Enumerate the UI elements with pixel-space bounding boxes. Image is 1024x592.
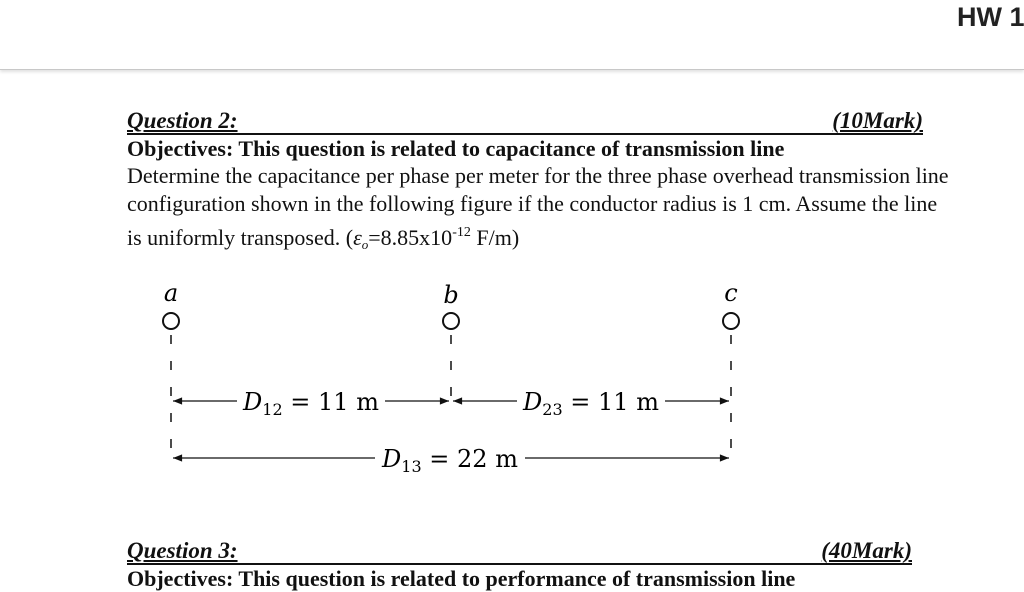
question-2-title: Question 2: — [127, 108, 238, 133]
conductor-c-circle — [723, 313, 739, 329]
d23-symbol: D — [523, 388, 543, 416]
question-2-line-1: Determine the capacitance per phase per meter for the three phase overhead transmission line — [127, 163, 949, 188]
d13-subscript: 13 — [401, 457, 422, 476]
epsilon-value: =8.85x10 — [368, 225, 453, 250]
question-2-objectives: Objectives: This question is related to capacitance of transmission line — [127, 136, 785, 161]
conductor-b-circle — [443, 313, 459, 329]
d23-subscript: 23 — [542, 400, 563, 419]
epsilon-unit: F/m) — [470, 225, 520, 250]
question-3-mark: (40Mark) — [821, 538, 912, 563]
conductor-c-label: c — [724, 279, 738, 307]
question-2-header — [127, 107, 923, 135]
d13-value: = 22 m — [421, 445, 518, 473]
d13-symbol: D — [382, 445, 402, 473]
d13-label — [381, 445, 518, 476]
question-3-header — [127, 537, 912, 565]
question-2-line-2: configuration shown in the following figure if the conductor radius is 1 cm. Assume the line — [127, 191, 938, 216]
epsilon-subscript: o — [361, 237, 369, 252]
hw-title: HW 1 — [957, 2, 1024, 32]
epsilon-symbol: ε — [353, 225, 362, 250]
d12-label — [242, 388, 379, 419]
top-bar — [0, 0, 1024, 70]
conductor-b-label: b — [443, 281, 459, 309]
question-2-line-3 — [127, 219, 519, 259]
conductor-a-circle — [163, 313, 179, 329]
d12-value: = 11 m — [282, 388, 379, 416]
d23-value: = 11 m — [562, 388, 659, 416]
d23-label — [522, 388, 659, 419]
d12-symbol: D — [243, 388, 263, 416]
question-3-objectives: Objectives: This question is related to performance of transmission line — [127, 566, 796, 591]
question-2-mark: (10Mark) — [832, 108, 923, 133]
question-3-title: Question 3: — [127, 538, 238, 563]
question-2-line-3-start: is uniformly transposed. ( — [127, 225, 354, 250]
conductor-a-label: a — [163, 279, 179, 307]
d12-subscript: 12 — [262, 400, 283, 419]
epsilon-exponent: -12 — [452, 225, 471, 240]
